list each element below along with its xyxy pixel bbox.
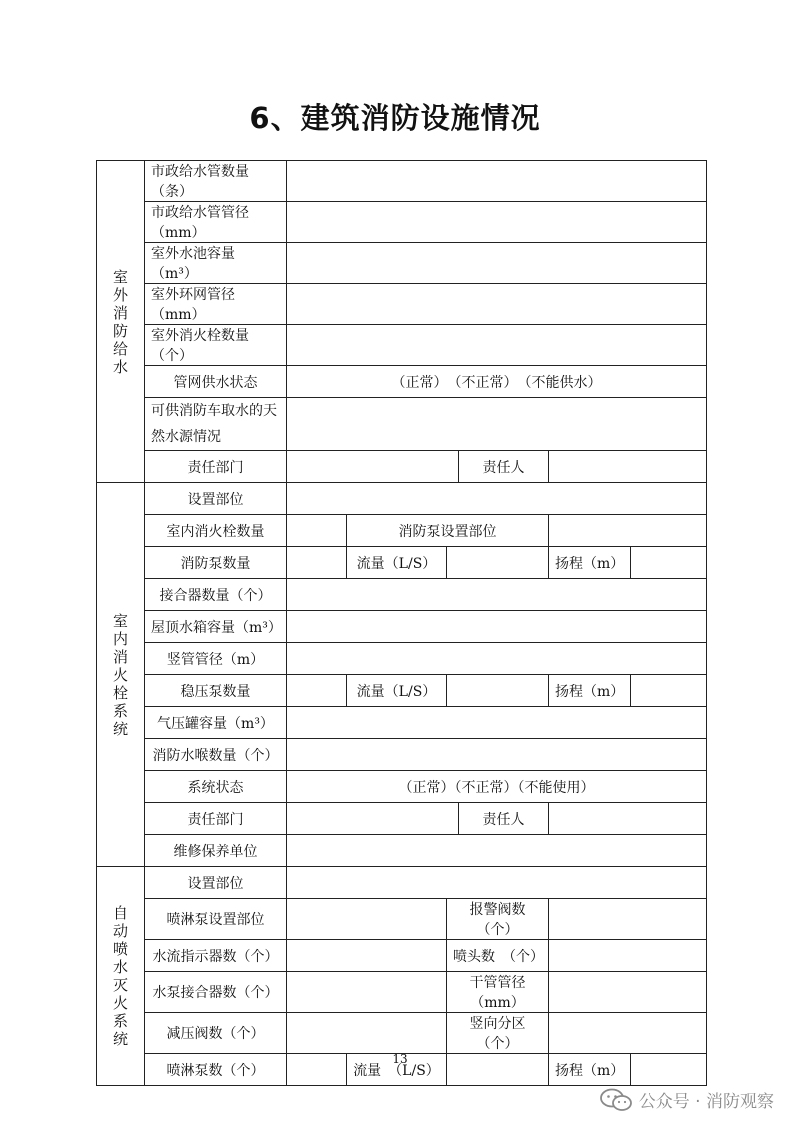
field-value[interactable] bbox=[287, 451, 459, 483]
field-value[interactable] bbox=[287, 675, 347, 707]
field-label: 喷淋泵设置部位 bbox=[145, 899, 287, 940]
field-value[interactable] bbox=[549, 940, 707, 972]
field-label: 系统状态 bbox=[145, 771, 287, 803]
field-value[interactable] bbox=[287, 1013, 447, 1054]
table-row bbox=[97, 1013, 707, 1054]
table-row bbox=[97, 161, 707, 202]
field-value[interactable] bbox=[287, 547, 347, 579]
field-label: 责任人 bbox=[459, 451, 549, 483]
table-row bbox=[97, 707, 707, 739]
section-label-outdoor: 室外消防给水 bbox=[97, 161, 145, 483]
field-value[interactable] bbox=[631, 675, 707, 707]
field-value[interactable] bbox=[287, 739, 707, 771]
field-label: 室外水池容量 （m³） bbox=[145, 243, 287, 284]
table-row bbox=[97, 202, 707, 243]
table-row bbox=[97, 547, 707, 579]
field-value[interactable] bbox=[447, 547, 549, 579]
field-value[interactable] bbox=[287, 515, 347, 547]
field-value[interactable] bbox=[447, 675, 549, 707]
field-value[interactable] bbox=[287, 867, 707, 899]
wechat-icon bbox=[599, 1088, 633, 1112]
field-value[interactable] bbox=[287, 398, 707, 451]
field-label: 可供消防车取水的天然水源情况 bbox=[145, 398, 287, 451]
supply-status-options[interactable]: （正常） （不正常） （不能供水） bbox=[287, 366, 707, 398]
field-label: 扬程（m） bbox=[549, 1054, 631, 1086]
watermark bbox=[599, 1087, 774, 1112]
table-row bbox=[97, 579, 707, 611]
field-label: 喷头数 （个） bbox=[447, 940, 549, 972]
field-value[interactable] bbox=[549, 803, 707, 835]
field-value[interactable] bbox=[287, 611, 707, 643]
field-label: 维修保养单位 bbox=[145, 835, 287, 867]
table-row bbox=[97, 899, 707, 940]
table-row bbox=[97, 284, 707, 325]
table-row bbox=[97, 835, 707, 867]
field-value[interactable] bbox=[287, 707, 707, 739]
table-row bbox=[97, 739, 707, 771]
field-label: 报警阀数（个） bbox=[447, 899, 549, 940]
watermark-text: 公众号 · 消防观察 bbox=[638, 1092, 774, 1112]
table-row bbox=[97, 643, 707, 675]
field-value[interactable] bbox=[287, 899, 447, 940]
field-label: 消防水喉数量（个） bbox=[145, 739, 287, 771]
table-row bbox=[97, 483, 707, 515]
table-row bbox=[97, 515, 707, 547]
table-row bbox=[97, 366, 707, 398]
page-title: 6、建筑消防设施情况 bbox=[249, 101, 541, 135]
table-row bbox=[97, 243, 707, 284]
table-row bbox=[97, 451, 707, 483]
field-value[interactable] bbox=[287, 161, 707, 202]
fire-facilities-table bbox=[96, 160, 707, 1086]
table-row bbox=[97, 771, 707, 803]
field-label: 气压罐容量（m³） bbox=[145, 707, 287, 739]
table-row bbox=[97, 611, 707, 643]
field-label: 室外消火栓数量（个） bbox=[145, 325, 287, 366]
section-label-sprinkler: 自动喷水灭火系统 bbox=[97, 867, 145, 1086]
field-label: 水流指示器数（个） bbox=[145, 940, 287, 972]
field-label: 消防泵设置部位 bbox=[347, 515, 549, 547]
field-value[interactable] bbox=[287, 803, 459, 835]
section-label-indoor: 室内消火栓系统 bbox=[97, 483, 145, 867]
table-row bbox=[97, 867, 707, 899]
field-label: 屋顶水箱容量（m³） bbox=[145, 611, 287, 643]
field-value[interactable] bbox=[549, 1013, 707, 1054]
field-label: 扬程（m） bbox=[549, 547, 631, 579]
field-label: 竖管管径（m） bbox=[145, 643, 287, 675]
field-label: 室外环网管径 （mm） bbox=[145, 284, 287, 325]
field-label: 竖向分区（个） bbox=[447, 1013, 549, 1054]
field-label: 设置部位 bbox=[145, 483, 287, 515]
field-value[interactable] bbox=[287, 284, 707, 325]
field-label: 市政给水管数量（条） bbox=[145, 161, 287, 202]
field-label: 水泵接合器数（个） bbox=[145, 972, 287, 1013]
field-value[interactable] bbox=[287, 972, 447, 1013]
field-label: 责任部门 bbox=[145, 451, 287, 483]
field-label: 流量（L/S） bbox=[347, 547, 447, 579]
field-label: 接合器数量（个） bbox=[145, 579, 287, 611]
field-label: 责任部门 bbox=[145, 803, 287, 835]
field-label: 喷淋泵数（个） bbox=[145, 1054, 287, 1086]
field-value[interactable] bbox=[287, 835, 707, 867]
field-label: 消防泵数量 bbox=[145, 547, 287, 579]
field-label: 流量（L/S） bbox=[347, 675, 447, 707]
table-row bbox=[97, 398, 707, 451]
field-value[interactable] bbox=[287, 940, 447, 972]
field-value[interactable] bbox=[549, 451, 707, 483]
field-value[interactable] bbox=[549, 515, 707, 547]
page-number: 13 bbox=[392, 1052, 408, 1066]
field-value[interactable] bbox=[549, 972, 707, 1013]
field-value[interactable] bbox=[287, 243, 707, 284]
system-status-options[interactable]: （正常）（不正常）（不能使用） bbox=[287, 771, 707, 803]
field-label: 减压阀数（个） bbox=[145, 1013, 287, 1054]
field-label: 干管管径（mm） bbox=[447, 972, 549, 1013]
table-row bbox=[97, 972, 707, 1013]
field-value[interactable] bbox=[287, 579, 707, 611]
field-value[interactable] bbox=[287, 202, 707, 243]
field-label: 室内消火栓数量 bbox=[145, 515, 287, 547]
field-label: 责任人 bbox=[459, 803, 549, 835]
field-value[interactable] bbox=[287, 325, 707, 366]
field-value[interactable] bbox=[287, 483, 707, 515]
field-label: 设置部位 bbox=[145, 867, 287, 899]
field-value[interactable] bbox=[287, 643, 707, 675]
table-row bbox=[97, 940, 707, 972]
field-label: 扬程（m） bbox=[549, 675, 631, 707]
field-label: 稳压泵数量 bbox=[145, 675, 287, 707]
field-label: 市政给水管管径（mm） bbox=[145, 202, 287, 243]
table-row bbox=[97, 675, 707, 707]
table-row bbox=[97, 803, 707, 835]
table-row bbox=[97, 325, 707, 366]
field-label: 管网供水状态 bbox=[145, 366, 287, 398]
field-value[interactable] bbox=[631, 547, 707, 579]
field-value[interactable] bbox=[549, 899, 707, 940]
field-label: 流量 （L/S） bbox=[347, 1054, 447, 1086]
